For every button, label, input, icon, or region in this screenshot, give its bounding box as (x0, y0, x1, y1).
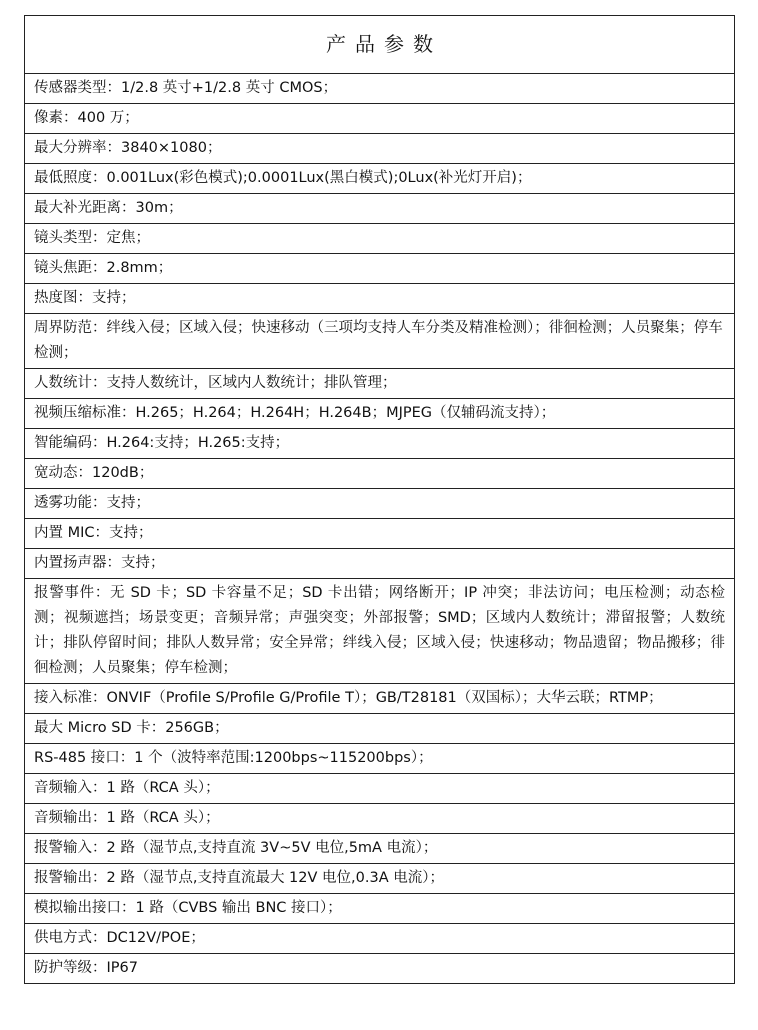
spec-row-audio-output (25, 804, 735, 834)
spec-row-analog-output (25, 894, 735, 924)
spec-cell: 模拟输出接口：1 路（CVBS 输出 BNC 接口）； (25, 894, 735, 924)
spec-row-video-compression (25, 399, 735, 429)
spec-row-audio-input (25, 774, 735, 804)
spec-cell: 接入标准：ONVIF（Profile S/Profile G/Profile T）；GB/T28181（双国标）；大华云联；RTMP； (25, 684, 735, 714)
spec-row-sensor-type (25, 74, 735, 104)
spec-cell: 报警输出：2 路（湿节点,支持直流最大 12V 电位,0.3A 电流）； (25, 864, 735, 894)
spec-row-min-illumination (25, 164, 735, 194)
spec-row-perimeter-protection (25, 314, 735, 369)
spec-cell: 热度图：支持； (25, 284, 735, 314)
spec-row-smart-codec (25, 429, 735, 459)
spec-cell: 镜头类型：定焦； (25, 224, 735, 254)
title-row (25, 16, 735, 74)
spec-row-lens-type (25, 224, 735, 254)
spec-row-access-standards (25, 684, 735, 714)
spec-row-defog (25, 489, 735, 519)
spec-cell: 防护等级：IP67 (25, 954, 735, 984)
spec-cell: RS-485 接口：1 个（波特率范围:1200bps~115200bps）； (25, 744, 735, 774)
spec-row-alarm-events (25, 579, 735, 684)
spec-row-focal-length (25, 254, 735, 284)
spec-row-people-counting (25, 369, 735, 399)
spec-cell: 最大 Micro SD 卡：256GB； (25, 714, 735, 744)
spec-row-alarm-output (25, 864, 735, 894)
spec-row-max-resolution (25, 134, 735, 164)
spec-row-pixels (25, 104, 735, 134)
product-spec-table (24, 15, 735, 984)
spec-cell: 透雾功能：支持； (25, 489, 735, 519)
spec-row-built-in-speaker (25, 549, 735, 579)
spec-cell: 供电方式：DC12V/POE； (25, 924, 735, 954)
spec-row-protection-grade (25, 954, 735, 984)
spec-row-built-in-mic (25, 519, 735, 549)
spec-cell: 智能编码：H.264:支持；H.265:支持； (25, 429, 735, 459)
spec-cell: 音频输入：1 路（RCA 头）； (25, 774, 735, 804)
spec-row-alarm-input (25, 834, 735, 864)
spec-row-rs485 (25, 744, 735, 774)
spec-row-ir-distance (25, 194, 735, 224)
table-title: 产品参数 (25, 16, 735, 74)
spec-cell: 像素：400 万； (25, 104, 735, 134)
spec-cell: 镜头焦距：2.8mm； (25, 254, 735, 284)
spec-cell: 最大分辨率：3840×1080； (25, 134, 735, 164)
spec-row-heat-map (25, 284, 735, 314)
spec-row-power-supply (25, 924, 735, 954)
spec-cell: 最低照度：0.001Lux(彩色模式);0.0001Lux(黑白模式);0Lux(补光灯开启)； (25, 164, 735, 194)
spec-cell: 报警输入：2 路（湿节点,支持直流 3V~5V 电位,5mA 电流）； (25, 834, 735, 864)
spec-cell: 周界防范：绊线入侵；区域入侵；快速移动（三项均支持人车分类及精准检测）；徘徊检测；人员聚集；停车检测； (25, 314, 735, 369)
spec-cell: 最大补光距离：30m； (25, 194, 735, 224)
spec-row-wdr (25, 459, 735, 489)
spec-cell: 音频输出：1 路（RCA 头）； (25, 804, 735, 834)
spec-cell: 报警事件：无 SD 卡；SD 卡容量不足；SD 卡出错；网络断开；IP 冲突；非法访问；电压检测；动态检测；视频遮挡；场景变更；音频异常；声强突变；外部报警；SMD；区域内人数统计；滞留报警；人数统计；排队停留时间；排队人数异常；安全异常；绊线入侵；区域入侵；快速移动；物品遗留；物品搬移；徘徊检测；人员聚集；停车检测； (25, 579, 735, 684)
spec-cell: 传感器类型：1/2.8 英寸+1/2.8 英寸 CMOS； (25, 74, 735, 104)
spec-row-max-sd-card (25, 714, 735, 744)
spec-cell: 内置扬声器：支持； (25, 549, 735, 579)
spec-cell: 内置 MIC：支持； (25, 519, 735, 549)
spec-cell: 人数统计：支持人数统计，区域内人数统计；排队管理； (25, 369, 735, 399)
spec-cell: 宽动态：120dB； (25, 459, 735, 489)
spec-cell: 视频压缩标准：H.265；H.264；H.264H；H.264B；MJPEG（仅辅码流支持）； (25, 399, 735, 429)
